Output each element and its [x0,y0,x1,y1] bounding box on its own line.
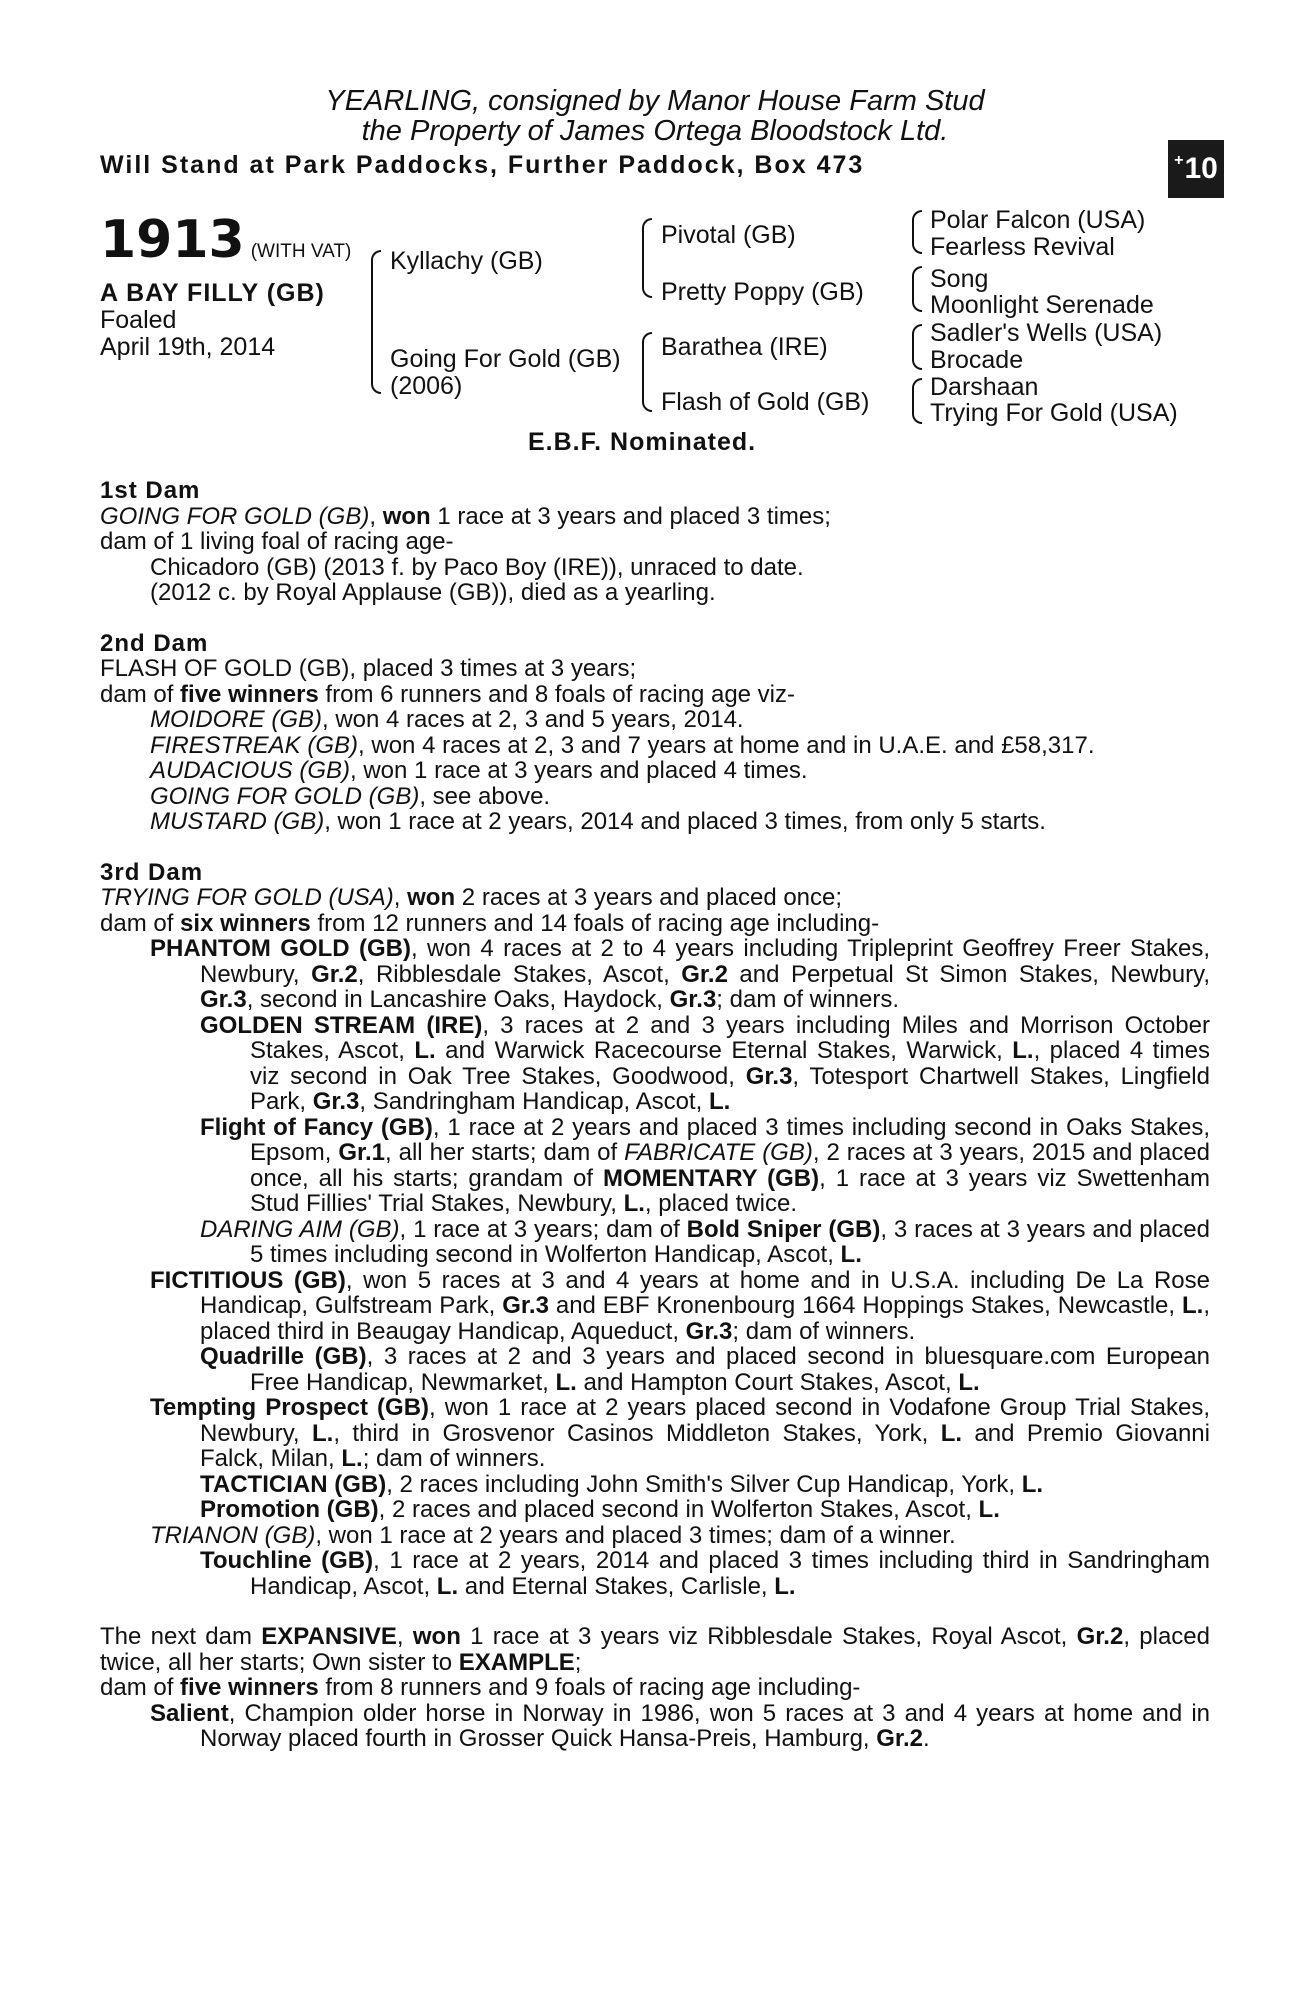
produce-entry-fictitious [100,1268,1210,1345]
sale-tag-badge [1168,140,1224,198]
foaled-date: April 19th, 2014 [100,333,276,361]
pedigree-dam-year: (2006) [390,372,463,400]
grade-label: L. [311,1419,334,1447]
produce-record: ; dam of winners. [732,1317,916,1345]
produce-item [100,758,1210,784]
produce-item [100,707,1210,733]
produce-record: , 1 race at 2 years, 2014 and placed 3 times including third in Sandringham Handicap, Ascot, [250,1547,1210,1600]
ebf-nominated: E.B.F. Nominated. [528,428,757,456]
pedigree-dds: Darshaan [930,373,1039,401]
pedigree-sss: Polar Falcon (USA) [930,206,1146,234]
produce-record: , all her starts; dam of [385,1139,625,1166]
produce-name: MOMENTARY (GB) [602,1164,820,1192]
stand-location: Will Stand at Park Paddocks, Further Paddock, Box 473 [100,151,865,179]
produce-record: ; dam of winners. [716,986,900,1013]
produce-name: TRIANON (GB) [150,1521,316,1549]
next-dam-name: EXPANSIVE [261,1623,397,1650]
grade-label: L. [1182,1292,1204,1319]
header [100,86,1200,180]
won-label: won [412,1623,461,1650]
vat-note: (WITH VAT) [250,241,352,262]
pedigree-sire: Kyllachy (GB) [390,247,543,275]
produce-record: , placed third in Beaugay Handicap, Aqueduct, [200,1292,1210,1345]
produce-record: , Sandringham Handicap, Ascot, [359,1088,709,1115]
grade-label: Gr.3 [669,986,717,1013]
grade-label: Gr.3 [685,1317,733,1345]
winners-count: five winners [180,1674,319,1701]
grade-label: L. [774,1572,796,1600]
produce-name: Quadrille (GB) [200,1343,367,1370]
catalogue-body [100,478,1210,1752]
pedigree-ddd: Trying For Gold (USA) [930,399,1178,427]
produce-name: FABRICATE (GB) [624,1139,813,1166]
first-dam-name: GOING FOR GOLD (GB) [100,502,370,530]
separator: , [393,884,408,911]
pedigree-bracket-main [371,250,381,394]
produce-record: , won 1 race at 2 years, 2014 and placed 3 times, from only 5 starts. [324,808,1046,835]
pedigree-sds: Song [930,265,989,293]
grade-label: L. [708,1088,731,1115]
grade-label: L. [341,1445,363,1472]
grade-label: L. [940,1419,963,1447]
tag-plus: + [1174,152,1184,169]
separator: , [369,502,383,530]
pedigree-sdd: Moonlight Serenade [930,291,1154,319]
intro-post: from 6 runners and 8 foals of racing age viz- [318,680,796,708]
foaled-label: Foaled [100,306,177,334]
pedigree-bracket-sd [912,266,922,312]
produce-record: , won 1 race at 2 years placed second in Vodafone Group Trial Stakes, Newbury, [200,1394,1210,1447]
pedigree-dsd: Brocade [930,346,1024,374]
pedigree-bracket-dam [642,332,652,412]
produce-record: , 1 race at 3 years viz Swettenham Stud Fillies' Trial Stakes, Newbury, [250,1164,1211,1217]
pedigree-bracket-sire [642,218,652,298]
third-dam-name: TRYING FOR GOLD (USA) [100,884,394,911]
grade-label: L. [436,1572,459,1600]
produce-record: , second in Lancashire Oaks, Haydock, [246,986,670,1013]
produce-item [100,733,1210,759]
grade-label: Gr.3 [502,1292,549,1319]
next-dam-record: 1 race at 3 years viz Ribblesdale Stakes, Royal Ascot, [460,1623,1077,1650]
produce-record: , Totesport Chartwell Stakes, Lingfield Park, [250,1062,1210,1115]
grade-label: Gr.3 [312,1088,360,1115]
produce-record: , 2 races at 3 years, 2015 and placed once, all his starts; grandam of [250,1139,1211,1192]
produce-entry-tempting-prospect [100,1395,1210,1472]
produce-entry-touchline [100,1548,1210,1599]
next-dam-record: ; [574,1648,582,1676]
intro-pre: dam of [100,1674,181,1701]
produce-entry-promotion [100,1497,1210,1523]
produce-record: and Perpetual St Simon Stakes, Newbury, [727,960,1210,988]
produce-record: . [922,1725,930,1752]
next-dam-record: , placed twice, all her starts; Own sister to [100,1623,1211,1676]
winners-count: five winners [180,680,319,708]
produce-record: , third in Grosvenor Casinos Middleton Stakes, York, [333,1419,941,1447]
pedigree-sire-sire: Pivotal (GB) [661,221,796,249]
consignor-line: YEARLING, consigned by Manor House Farm Stud [325,85,985,117]
pedigree-sire-dam: Pretty Poppy (GB) [661,278,864,306]
produce-record: , won 5 races at 3 and 4 years at home and in U.S.A. including De La Rose Handicap, Gulfstream Park, [200,1266,1210,1319]
first-dam-record: 1 race at 3 years and placed 3 times; [430,502,831,530]
produce-entry-trianon [100,1523,1210,1549]
produce-record: , won 4 races at 2 to 4 years including Tripleprint Geoffrey Freer Stakes, Newbury, [200,935,1211,988]
produce-item: (2012 c. by Royal Applause (GB)), died as a yearling. [150,579,716,606]
produce-record: , placed 4 times viz second in Oak Tree Stakes, Goodwood, [250,1037,1211,1090]
horse-name: A BAY FILLY (GB) [100,279,325,307]
pedigree-dam-name: Going For Gold (GB) [390,345,621,373]
pedigree-bracket-ss [912,210,922,254]
produce-name: Flight of Fancy (GB) [200,1113,433,1141]
produce-name: Touchline (GB) [200,1547,374,1574]
produce-entry-golden-stream [100,1013,1210,1115]
third-dam-line [100,885,1210,911]
lot-number [100,210,351,270]
grade-label: L. [958,1368,980,1396]
produce-entry-salient [100,1701,1210,1752]
pedigree-bracket-ds [912,324,922,370]
grade-label: Gr.2 [1076,1623,1124,1650]
won-label: won [382,502,431,530]
grade-label: Gr.3 [745,1062,793,1090]
produce-record: , won 4 races at 2, 3 and 7 years at home and in U.A.E. and £58,317. [358,731,1095,759]
pedigree-ssd: Fearless Revival [930,233,1115,261]
intro-post: from 12 runners and 14 foals of racing age including- [310,909,880,937]
intro-pre: dam of [100,909,181,937]
grade-label: L. [414,1037,436,1064]
produce-record: , 1 race at 3 years; dam of [399,1215,687,1243]
winners-count: six winners [180,909,311,937]
produce-record: , see above. [419,782,551,810]
grade-label: Gr.1 [338,1139,386,1166]
grade-label: Gr.3 [200,986,247,1013]
produce-record: and Premio Giovanni Falck, Milan, [200,1419,1210,1472]
separator: , [396,1623,413,1650]
produce-name: Salient [150,1699,229,1727]
produce-record: , Ribblesdale Stakes, Ascot, [357,960,682,988]
produce-record: and Warwick Racecourse Eternal Stakes, Warwick, [435,1037,1013,1064]
produce-name: FICTITIOUS (GB) [150,1266,346,1294]
produce-record: , 3 races at 3 years and placed 5 times including second in Wolferton Handicap, Ascot, [250,1215,1210,1268]
pedigree-dss: Sadler's Wells (USA) [930,319,1163,347]
grade-label: Gr.2 [681,960,728,988]
lot-number-value: 1913 [100,210,245,270]
second-dam-produce-intro [100,682,1210,708]
produce-entry-daring-aim [100,1217,1210,1268]
third-dam-record: 2 races at 3 years and placed once; [455,884,843,911]
produce-record: , 3 races at 2 and 3 years and placed second in bluesquare.com European Free Handicap, Newmarket, [250,1343,1210,1396]
produce-record: , placed twice. [644,1190,797,1217]
produce-item [100,784,1210,810]
produce-name: MOIDORE (GB) [150,706,322,733]
produce-record: and Hampton Court Stakes, Ascot, [576,1368,959,1396]
produce-name: TACTICIAN (GB) [200,1470,387,1498]
grade-label: L. [1012,1037,1034,1064]
grade-label: L. [623,1190,645,1217]
first-dam-produce-intro: dam of 1 living foal of racing age- [100,528,454,555]
third-dam-produce-intro [100,911,1210,937]
grade-label: L. [555,1368,577,1396]
grade-label: Gr.2 [876,1725,923,1752]
produce-record: , 1 race at 2 years and placed 3 times including second in Oaks Stakes, Epsom, [250,1113,1210,1166]
produce-entry-phantom-gold [100,936,1210,1013]
produce-name: AUDACIOUS (GB) [150,757,351,784]
produce-record: , 2 races including John Smith's Silver Cup Handicap, York, [386,1470,1022,1498]
second-dam-heading: 2nd Dam [100,629,209,657]
intro-pre: dam of [100,680,181,708]
won-label: won [407,884,456,911]
produce-record: and Eternal Stakes, Carlisle, [458,1572,775,1600]
produce-name: Promotion (GB) [200,1496,379,1523]
pedigree-dam-sire: Barathea (IRE) [661,333,828,361]
produce-record: , Champion older horse in Norway in 1986, won 5 races at 3 and 4 years at home and in Norway placed fourth in Grosser Quick Hansa-Preis, Hamburg, [200,1699,1210,1752]
grade-label: L. [840,1241,862,1268]
produce-name: GOING FOR GOLD (GB) [150,782,420,810]
next-dam-pre: The next dam [100,1623,262,1650]
produce-entry-quadrille [100,1344,1210,1395]
produce-name: FIRESTREAK (GB) [150,731,359,759]
sister-name: EXAMPLE [458,1648,575,1676]
third-dam-heading: 3rd Dam [100,858,204,886]
horse-info [100,280,325,361]
pedigree-bracket-dd [912,378,922,424]
produce-name: DARING AIM (GB) [200,1215,400,1243]
produce-name: MUSTARD (GB) [150,808,325,835]
first-dam-heading: 1st Dam [100,477,201,504]
produce-record: , 3 races at 2 and 3 years including Miles and Morrison October Stakes, Ascot, [250,1011,1210,1064]
produce-item: Chicadoro (GB) (2013 f. by Paco Boy (IRE)), unraced to date. [150,553,804,581]
next-dam-line [100,1624,1210,1675]
grade-label: L. [978,1496,1000,1523]
produce-record: , won 1 race at 3 years and placed 4 times. [350,757,808,784]
grade-label: L. [1021,1470,1044,1498]
next-dam-produce-intro [100,1675,1210,1701]
pedigree-dam-dam: Flash of Gold (GB) [661,388,870,416]
pedigree-dam [390,346,621,400]
produce-name: Tempting Prospect (GB) [150,1394,430,1421]
property-line: the Property of James Ortega Bloodstock Ltd. [361,115,949,147]
grade-label: Gr.2 [311,960,358,988]
produce-record: ; dam of winners. [362,1445,546,1472]
produce-name: PHANTOM GOLD (GB) [150,935,411,962]
first-dam-line [100,504,1210,530]
produce-name: GOLDEN STREAM (IRE) [200,1011,483,1039]
produce-item [100,809,1210,835]
produce-record: , 2 races and placed second in Wolferton Stakes, Ascot, [378,1496,979,1523]
tag-value: 10 [1184,152,1218,185]
intro-post: from 8 runners and 9 foals of racing age including- [318,1674,861,1701]
produce-record: , won 4 races at 2, 3 and 5 years, 2014. [322,706,744,733]
produce-entry-flight-of-fancy [100,1115,1210,1217]
produce-entry-tactician [100,1472,1210,1498]
produce-name: Bold Sniper (GB) [686,1215,881,1243]
produce-record: and EBF Kronenbourg 1664 Hoppings Stakes, Newcastle, [548,1292,1182,1319]
second-dam-line: FLASH OF GOLD (GB), placed 3 times at 3 years; [100,655,637,682]
produce-record: , won 1 race at 2 years and placed 3 times; dam of a winner. [315,1521,956,1549]
